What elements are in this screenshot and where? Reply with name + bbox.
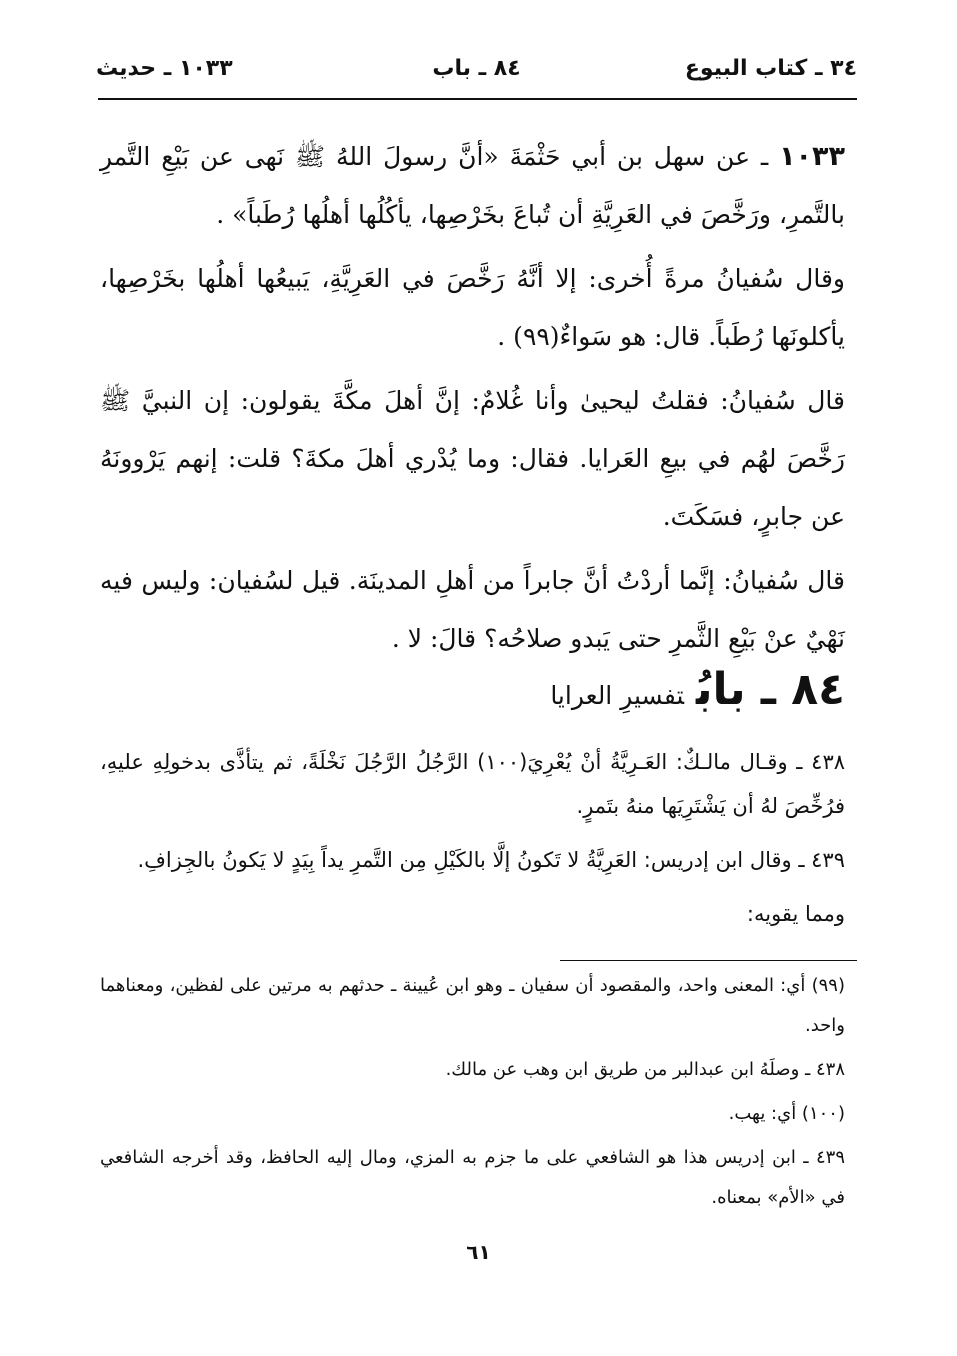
hadith-text: ـ عن سهل بن أبي حَثْمَةَ «أنَّ رسولَ اللهُ ﷺ نَهى عن بَيْعِ التَّمرِ بالتَّمرِ، ورَخَّصَ في العَرِيَّةِ أن تُباعَ بخَرْصِها، يأكُلُها أهلُها رُطَباً» . bbox=[100, 142, 845, 229]
footnote-438: ٤٣٨ ـ وصلَهُ ابن عبدالبر من طريق ابن وهب عن مالك. bbox=[445, 1059, 845, 1080]
header-hadith-number: ١٠٣٣ ـ حديث bbox=[96, 56, 233, 81]
hadith-paragraph-4: قال سُفيانُ: إنَّما أردْتُ أنَّ جابراً من أهلِ المدينَة. قيل لسُفيان: وليس فيه نَهْيٌ عنْ بَيْعِ الثَّمرِ حتى يَبدو صلاحُه؟ قالَ: لا . bbox=[100, 566, 845, 653]
hadith-number: ١٠٣٣ bbox=[779, 141, 845, 172]
athar-439: ٤٣٩ ـ وقال ابن إدريس: العَرِيَّةُ لا تَكونُ إلَّا بالكَيْلِ مِن التَّمرِ يداً بِيَدٍ لا يَكونُ بالجِزافِ. bbox=[137, 848, 845, 872]
running-header bbox=[96, 50, 857, 94]
footnote-439: ٤٣٩ ـ ابن إدريس هذا هو الشافعي على ما جزم به المزي، ومال إليه الحافظ، وقد أخرجه الشافعي في «الأم» بمعناه. bbox=[100, 1147, 845, 1208]
chapter-title: ٨٤ ـ بابُ bbox=[696, 664, 845, 715]
chapter-heading bbox=[550, 664, 845, 715]
page-number: ٦١ bbox=[466, 1240, 491, 1264]
footnote-divider bbox=[560, 960, 857, 961]
chapter-subtitle: تفسيرِ العرايا bbox=[550, 681, 685, 710]
header-divider bbox=[98, 98, 857, 100]
hadith-paragraph-3: قال سُفيانُ: فقلتُ ليحيىٰ وأنا غُلامٌ: إنَّ أهلَ مكَّةَ يقولون: إن النبيَّ ﷺ رَخَّصَ لهُم في بيعِ العَرايا. فقال: وما يُدْري أهلَ مكةَ؟ قلت: إنهم يَرْوونَهُ عن جابرٍ، فسَكَتَ. bbox=[100, 386, 845, 531]
header-book-title: ٣٤ ـ كتاب البيوع bbox=[684, 56, 857, 81]
hadith-body bbox=[100, 128, 845, 674]
athar-continuation: ومما يقويه: bbox=[746, 902, 845, 926]
hadith-paragraph-2: وقال سُفيانُ مرةً أُخرى: إلا أنَّهُ رَخَّصَ في العَرِيَّةِ، يَبيعُها أهلُها بخَرْصِها، يأكلونَها رُطَباً. قال: هو سَواءٌ(٩٩) . bbox=[100, 264, 845, 351]
athar-section bbox=[100, 740, 845, 946]
footnotes bbox=[100, 966, 845, 1222]
footnote-99: (٩٩) أي: المعنى واحد، والمقصود أن سفيان ـ وهو ابن عُيينة ـ حدثهم به مرتين على لفظين، ومعناهما واحد. bbox=[100, 975, 845, 1036]
header-chapter: ٨٤ ـ باب bbox=[432, 56, 521, 81]
footnote-100: (١٠٠) أي: يهب. bbox=[728, 1103, 845, 1124]
athar-438: ٤٣٨ ـ وقـال مالـكٌ: العَـرِيَّةُ أنْ يُعْرِيَ(١٠٠) الرَّجُلُ الرَّجُلَ نَخْلَةً، ثم يتأذَّى بدخولِهِ عليهِ، فرُخِّصَ لهُ أن يَشْتَرِيَها منهُ بتَمرٍ. bbox=[100, 750, 846, 818]
hadith-paragraph-1 bbox=[100, 128, 845, 244]
